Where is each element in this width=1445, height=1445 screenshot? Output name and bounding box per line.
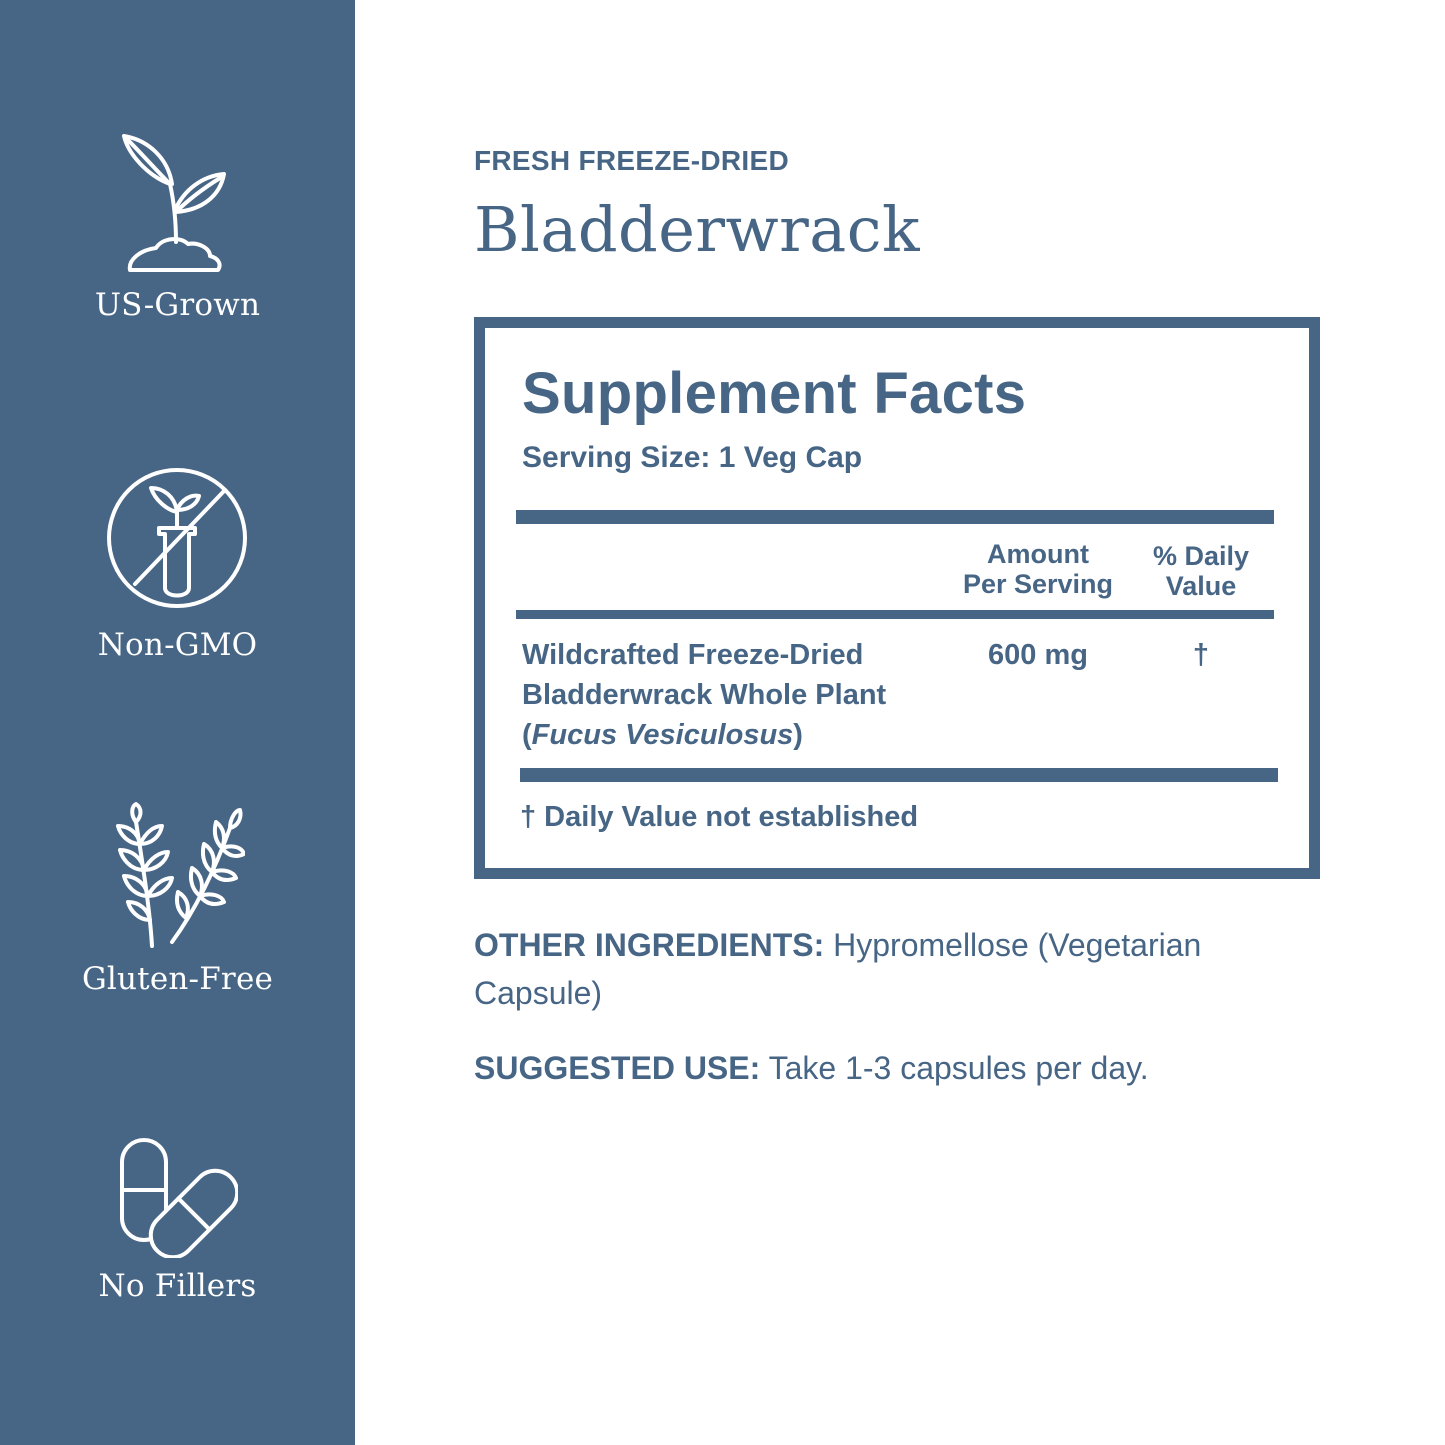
- capsule-icon: [118, 1138, 238, 1258]
- ingredient-latin-line: [522, 715, 942, 755]
- seedling-icon: [118, 132, 238, 277]
- product-title: Bladderwrack: [474, 193, 921, 266]
- column-header-amount-line2: Per Serving: [962, 569, 1114, 599]
- badge-no-fillers: [0, 1138, 355, 1258]
- serving-size: Serving Size: 1 Veg Cap: [522, 441, 863, 474]
- ingredient-amount: 600 mg: [988, 639, 1088, 671]
- ingredient-name-line1: Wildcrafted Freeze-Dried: [522, 639, 864, 671]
- badge-us-grown: [0, 132, 355, 277]
- column-header-amount: [940, 539, 1136, 599]
- feature-sidebar: [0, 0, 355, 1445]
- other-ingredients-label: OTHER INGREDIENTS:: [474, 927, 825, 963]
- badge-label: No Fillers: [98, 1268, 257, 1304]
- column-header-amount-line1: Amount: [987, 539, 1089, 569]
- bottom-divider: [520, 768, 1278, 782]
- paren-close: ): [793, 719, 803, 751]
- other-ingredients: [474, 921, 1294, 1017]
- ingredient-latin-name: Fucus Vesiculosus: [531, 719, 794, 751]
- wheat-icon: [110, 802, 245, 950]
- badge-label: US-Grown: [94, 287, 261, 323]
- product-eyebrow: FRESH FREEZE-DRIED: [474, 145, 789, 176]
- suggested-use: [474, 1044, 1294, 1092]
- paren-open: (: [522, 719, 532, 751]
- other-ingredients-value: Hypromellose (Vegetarian Capsule): [474, 927, 1202, 1011]
- suggested-use-value: Take 1-3 capsules per day.: [760, 1050, 1149, 1086]
- daily-value-footnote: † Daily Value not established: [520, 801, 919, 833]
- non-gmo-icon: [105, 466, 250, 611]
- header-divider: [516, 610, 1274, 619]
- ingredient-daily-value: †: [1192, 639, 1210, 671]
- suggested-use-label: SUGGESTED USE:: [474, 1050, 761, 1086]
- column-header-daily-value: [1140, 541, 1262, 601]
- column-header-dv-line2: Value: [1165, 571, 1237, 601]
- facts-title: Supplement Facts: [522, 361, 1027, 426]
- badge-label: Non-GMO: [97, 627, 258, 663]
- column-header-dv-line1: % Daily: [1152, 541, 1250, 571]
- thick-divider: [516, 510, 1274, 524]
- badge-gluten-free: [0, 802, 355, 950]
- ingredient-name-line2: Bladderwrack Whole Plant: [522, 679, 887, 711]
- badge-label: Gluten-Free: [81, 961, 274, 997]
- ingredient-name: [522, 635, 942, 755]
- badge-non-gmo: [0, 466, 355, 611]
